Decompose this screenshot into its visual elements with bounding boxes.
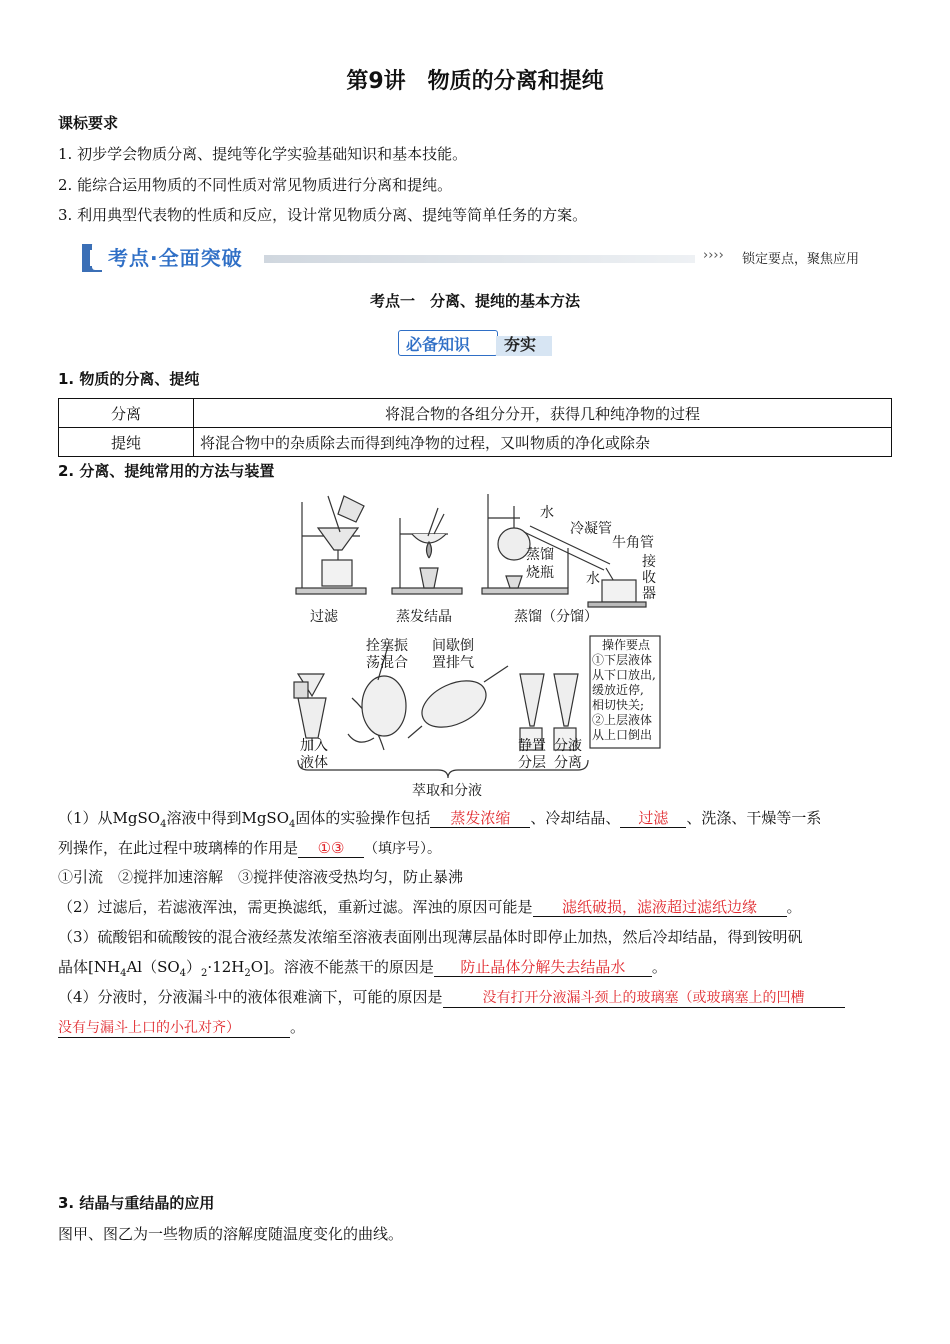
definition-table [58, 398, 892, 457]
standards-item-1: 1. 初步学会物质分离、提纯等化学实验基础知识和基本技能。 [58, 145, 468, 163]
question-1-line-1: （1）从MgSO$_4$溶液中得到MgSO$_4$固体的实验操作包括 蒸发浓缩 、冷却结晶、 过滤 、洗涤、干燥等一系 [58, 809, 822, 830]
term-cell: 提纯 [59, 428, 194, 457]
caption-separate: 分液 分离 [554, 738, 582, 771]
caption-distill: 蒸馏（分馏） [514, 609, 598, 625]
answer-blank: 蒸发浓缩 [430, 809, 530, 828]
caption-vent: 间歇倒 置排气 [432, 638, 474, 671]
question-4-line-1: （4）分液时，分液漏斗中的液体很难滴下，可能的原因是 没有打开分液漏斗颈上的玻璃塞（或玻璃塞上的凹槽 [58, 987, 845, 1008]
section2-heading: 2. 分离、提纯常用的方法与装置 [58, 462, 275, 480]
caption-water-in: 水 [540, 505, 554, 521]
answer-blank: 滤纸破损，滤液超过滤纸边缘 [533, 898, 787, 917]
caption-receiver: 接 收 器 [642, 554, 656, 602]
badge-right: 夯实 [504, 335, 537, 354]
section3-heading: 3. 结晶与重结晶的应用 [58, 1194, 215, 1212]
badge-left: 必备知识 [406, 335, 471, 354]
topic-title: 考点一 分离、提纯的基本方法 [369, 292, 580, 310]
caption-flask-1: 蒸馏 [526, 547, 554, 563]
caption-shake: 拴塞振 荡混合 [366, 638, 408, 671]
evaporation-apparatus [392, 508, 462, 594]
question-3-line-2: 晶体$[NH_4Al(SO_4)_2\cdot 12H_2O]$。溶液不能蒸干的原因是 防止晶体分解失去结晶水 。 [58, 958, 667, 979]
knowledge-badge [398, 330, 554, 356]
caption-filter: 过滤 [310, 609, 338, 625]
definition-cell: 将混合物中的杂质除去而得到纯净物的过程，又叫物质的净化或除杂 [194, 428, 892, 457]
question-3-line-1: （3）硫酸铝和硫酸铵的混合液经蒸发浓缩至溶液表面刚出现薄层晶体时即停止加热，然后冷却结晶，得到铵明矾 [58, 928, 803, 946]
answer-blank: 过滤 [620, 809, 686, 828]
answer-blank: 没有打开分液漏斗颈上的玻璃塞（或玻璃塞上的凹槽 [443, 989, 845, 1008]
table-row [59, 399, 892, 428]
caption-water-out: 水 [586, 571, 600, 587]
table-row [59, 428, 892, 457]
caption-stand: 静置 分层 [518, 738, 546, 771]
definition-cell: 将混合物的各组分分开，获得几种纯净物的过程 [194, 399, 892, 428]
standards-item-2: 2. 能综合运用物质的不同性质对常见物质进行分离和提纯。 [58, 176, 453, 194]
banner-arrows: ›››› [703, 248, 724, 263]
caption-flask-2: 烧瓶 [526, 565, 554, 581]
caption-evap: 蒸发结晶 [396, 609, 452, 625]
caption-adapter: 牛角管 [612, 535, 654, 551]
banner-tagline: 锁定要点，聚焦应用 [742, 252, 860, 267]
caption-add-liquid: 加入 液体 [300, 738, 328, 771]
question-1-line-2: 列操作，在此过程中玻璃棒的作用是 ①③ （填序号）。 [58, 839, 442, 857]
question-1-options: ①引流 ②搅拌加速溶解 ③搅拌使溶液受热均匀，防止暴沸 [58, 868, 464, 886]
answer-blank: 防止晶体分解失去结晶水 [434, 958, 652, 977]
caption-condenser: 冷凝管 [570, 521, 612, 537]
term-cell: 分离 [59, 399, 194, 428]
page-title: 第9讲 物质的分离和提纯 [346, 69, 604, 94]
filtration-apparatus [296, 496, 366, 594]
caption-extraction: 萃取和分液 [412, 783, 482, 799]
apparatus-figure [288, 488, 668, 800]
question-2: （2）过滤后，若滤液浑浊，需更换滤纸，重新过滤。浑浊的原因可能是 滤纸破损，滤液超过滤纸边缘 。 [58, 898, 802, 916]
standards-heading: 课标要求 [58, 114, 119, 132]
section-banner [80, 240, 875, 274]
question-4-line-2: 没有与漏斗上口的小孔对齐） 。 [58, 1018, 306, 1036]
section1-heading: 1. 物质的分离、提纯 [58, 370, 200, 388]
answer-blank: ①③ [298, 839, 364, 858]
section3-text: 图甲、图乙为一些物质的溶解度随温度变化的曲线。 [58, 1225, 404, 1243]
standards-item-3: 3. 利用典型代表物的性质和反应，设计常见物质分离、提纯等简单任务的方案。 [58, 206, 588, 224]
operation-notes: 操作要点 ①下层液体 从下口放出, 缓放近停, 相切快关; ②上层液体 从上口倒出 [592, 638, 656, 742]
banner-label: 考点·全面突破 [108, 246, 243, 270]
answer-blank: 没有与漏斗上口的小孔对齐） [58, 1019, 290, 1038]
